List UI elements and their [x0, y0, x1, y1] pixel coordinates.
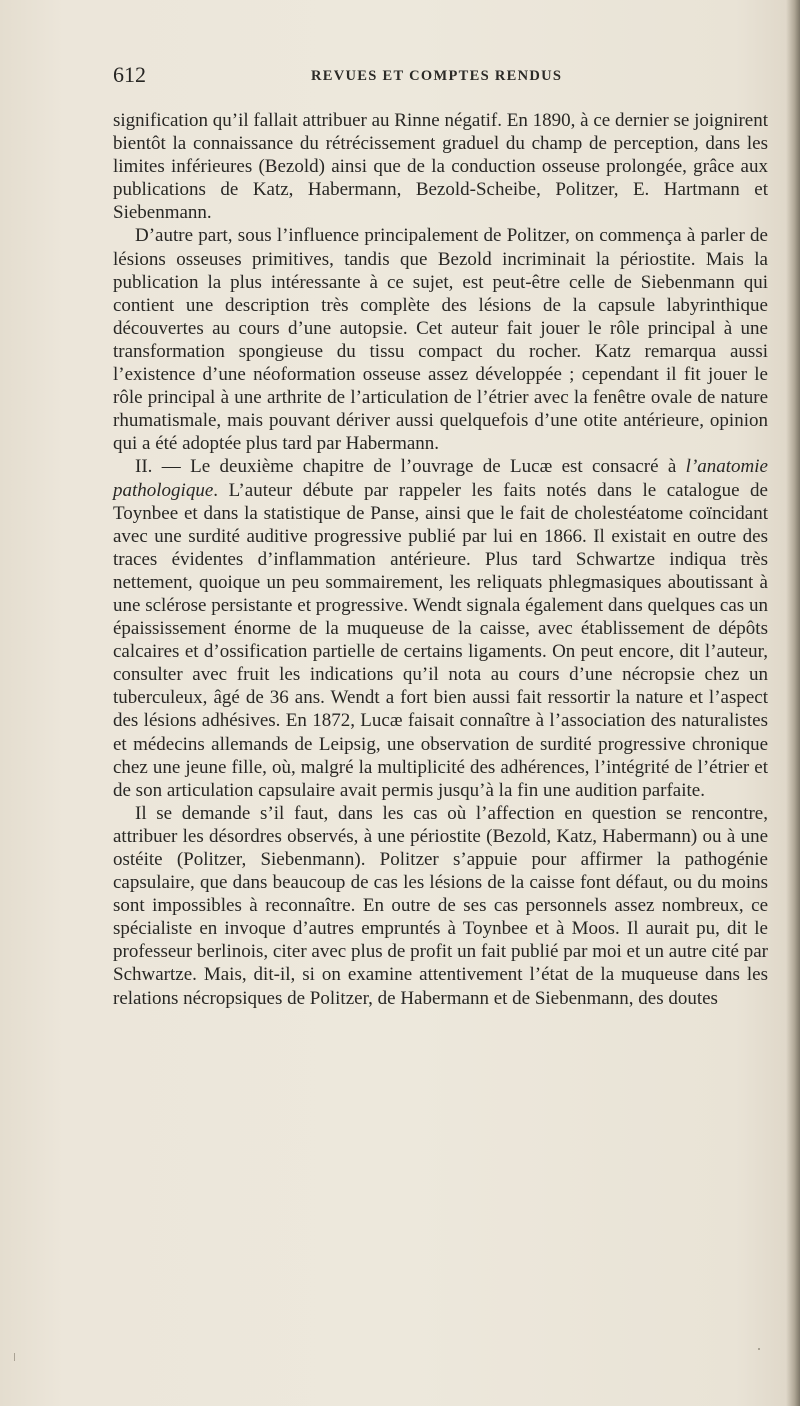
- page-header: [113, 62, 768, 92]
- scan-speck: [14, 1353, 15, 1361]
- scan-speck: [758, 1348, 760, 1350]
- paragraph-3: [113, 455, 768, 801]
- page-number: 612: [113, 62, 146, 87]
- paragraph-3-lead: II. — Le deuxième chapitre de l’ouvrage de Lucæ est consacré à: [135, 456, 686, 478]
- paragraph-4: Il se demande s’il faut, dans les cas où l’affection en question se rencontre, attribuer les désordres observés, à une périostite (Bezold, Katz, Habermann) ou à une ostéite (Politzer, Siebenmann). Politzer s’appuie pour affirmer la pathogénie capsulaire, que dans beaucoup de cas les lésions de la caisse font défaut, ou du moins sont impossibles à reconnaître. En outre de ses cas personnels assez nombreux, ce spécialiste en invoque d’autres empruntés à Toynbee et à Moos. Il aurait pu, dit le professeur berlinois, citer avec plus de profit un fait publié par moi et un autre cité par Schwartze. Mais, dit-il, si on examine attentivement l’état de la muqueuse dans les relations nécropsiques de Politzer, de Habermann et de Siebenmann, des doutes: [113, 802, 768, 1009]
- paragraph-1: signification qu’il fallait attribuer au Rinne négatif. En 1890, à ce dernier se joignirent bientôt la connaissance du rétrécissement graduel du champ de perception, dans les limites inférieures (Bezold) ainsi que de la conduction osseuse prolongée, grâce aux publications de Katz, Habermann, Bezold-Scheibe, Politzer, E. Hartmann et Siebenmann.: [113, 110, 768, 224]
- article-body: [113, 109, 768, 1010]
- page-edge-shadow: [786, 0, 800, 1406]
- paragraph-2: D’autre part, sous l’influence principalement de Politzer, on commença à parler de lésions osseuses primitives, tandis que Bezold incriminait la périostite. Mais la publication la plus intéressante à ce sujet, est peut-être celle de Siebenmann qui contient une description très complète des lésions de la capsule labyrinthique découvertes au cours d’une autopsie. Cet auteur fait jouer le rôle principal à une transformation spongieuse du tissu compact du rocher. Katz remarqua aussi l’existence d’une néoformation osseuse assez développée ; cependant il fit jouer le rôle principal à une arthrite de l’articulation de l’étrier avec la fenêtre ovale de nature rhumatismale, mais pouvant dériver aussi quelquefois d’une otite antérieure, opinion qui a été adoptée plus tard par Habermann.: [113, 225, 768, 455]
- paragraph-3-italic-term: l’anatomie pathologique: [113, 456, 768, 501]
- paragraph-3-rest: . L’auteur débute par rappeler les faits notés dans le catalogue de Toynbee et dans la statistique de Panse, ainsi que le fait de cholestéatome coïncidant avec une surdité auditive progressive publié par lui en 1866. Il existait en outre des traces évidentes d’inflammation antérieure. Plus tard Schwartze indiqua très nettement, quoique un peu sommairement, les reliquats phlegmasiques aboutissant à une sclérose persistante et progressive. Wendt signala également dans quelques cas un épaississement énorme de la muqueuse de la caisse, avec établissement de dépôts calcaires et d’ossification partielle de certains ligaments. On peut encore, dit l’auteur, consulter avec fruit les indications qu’il nota au cours d’une nécropsie chez un tuberculeux, âgé de 36 ans. Wendt a fort bien aussi fait ressortir la nature et l’aspect des lésions adhésives. En 1872, Lucæ faisait connaître à l’association des naturalistes et médecins allemands de Leipsig, une observation de surdité progressive chronique chez une jeune fille, où, malgré la multiplicité des adhérences, l’intégrité de l’étrier et de son articulation capsulaire avait permis jusqu’à la fin une audition parfaite.: [113, 479, 768, 801]
- running-title: REVUES ET COMPTES RENDUS: [311, 68, 563, 84]
